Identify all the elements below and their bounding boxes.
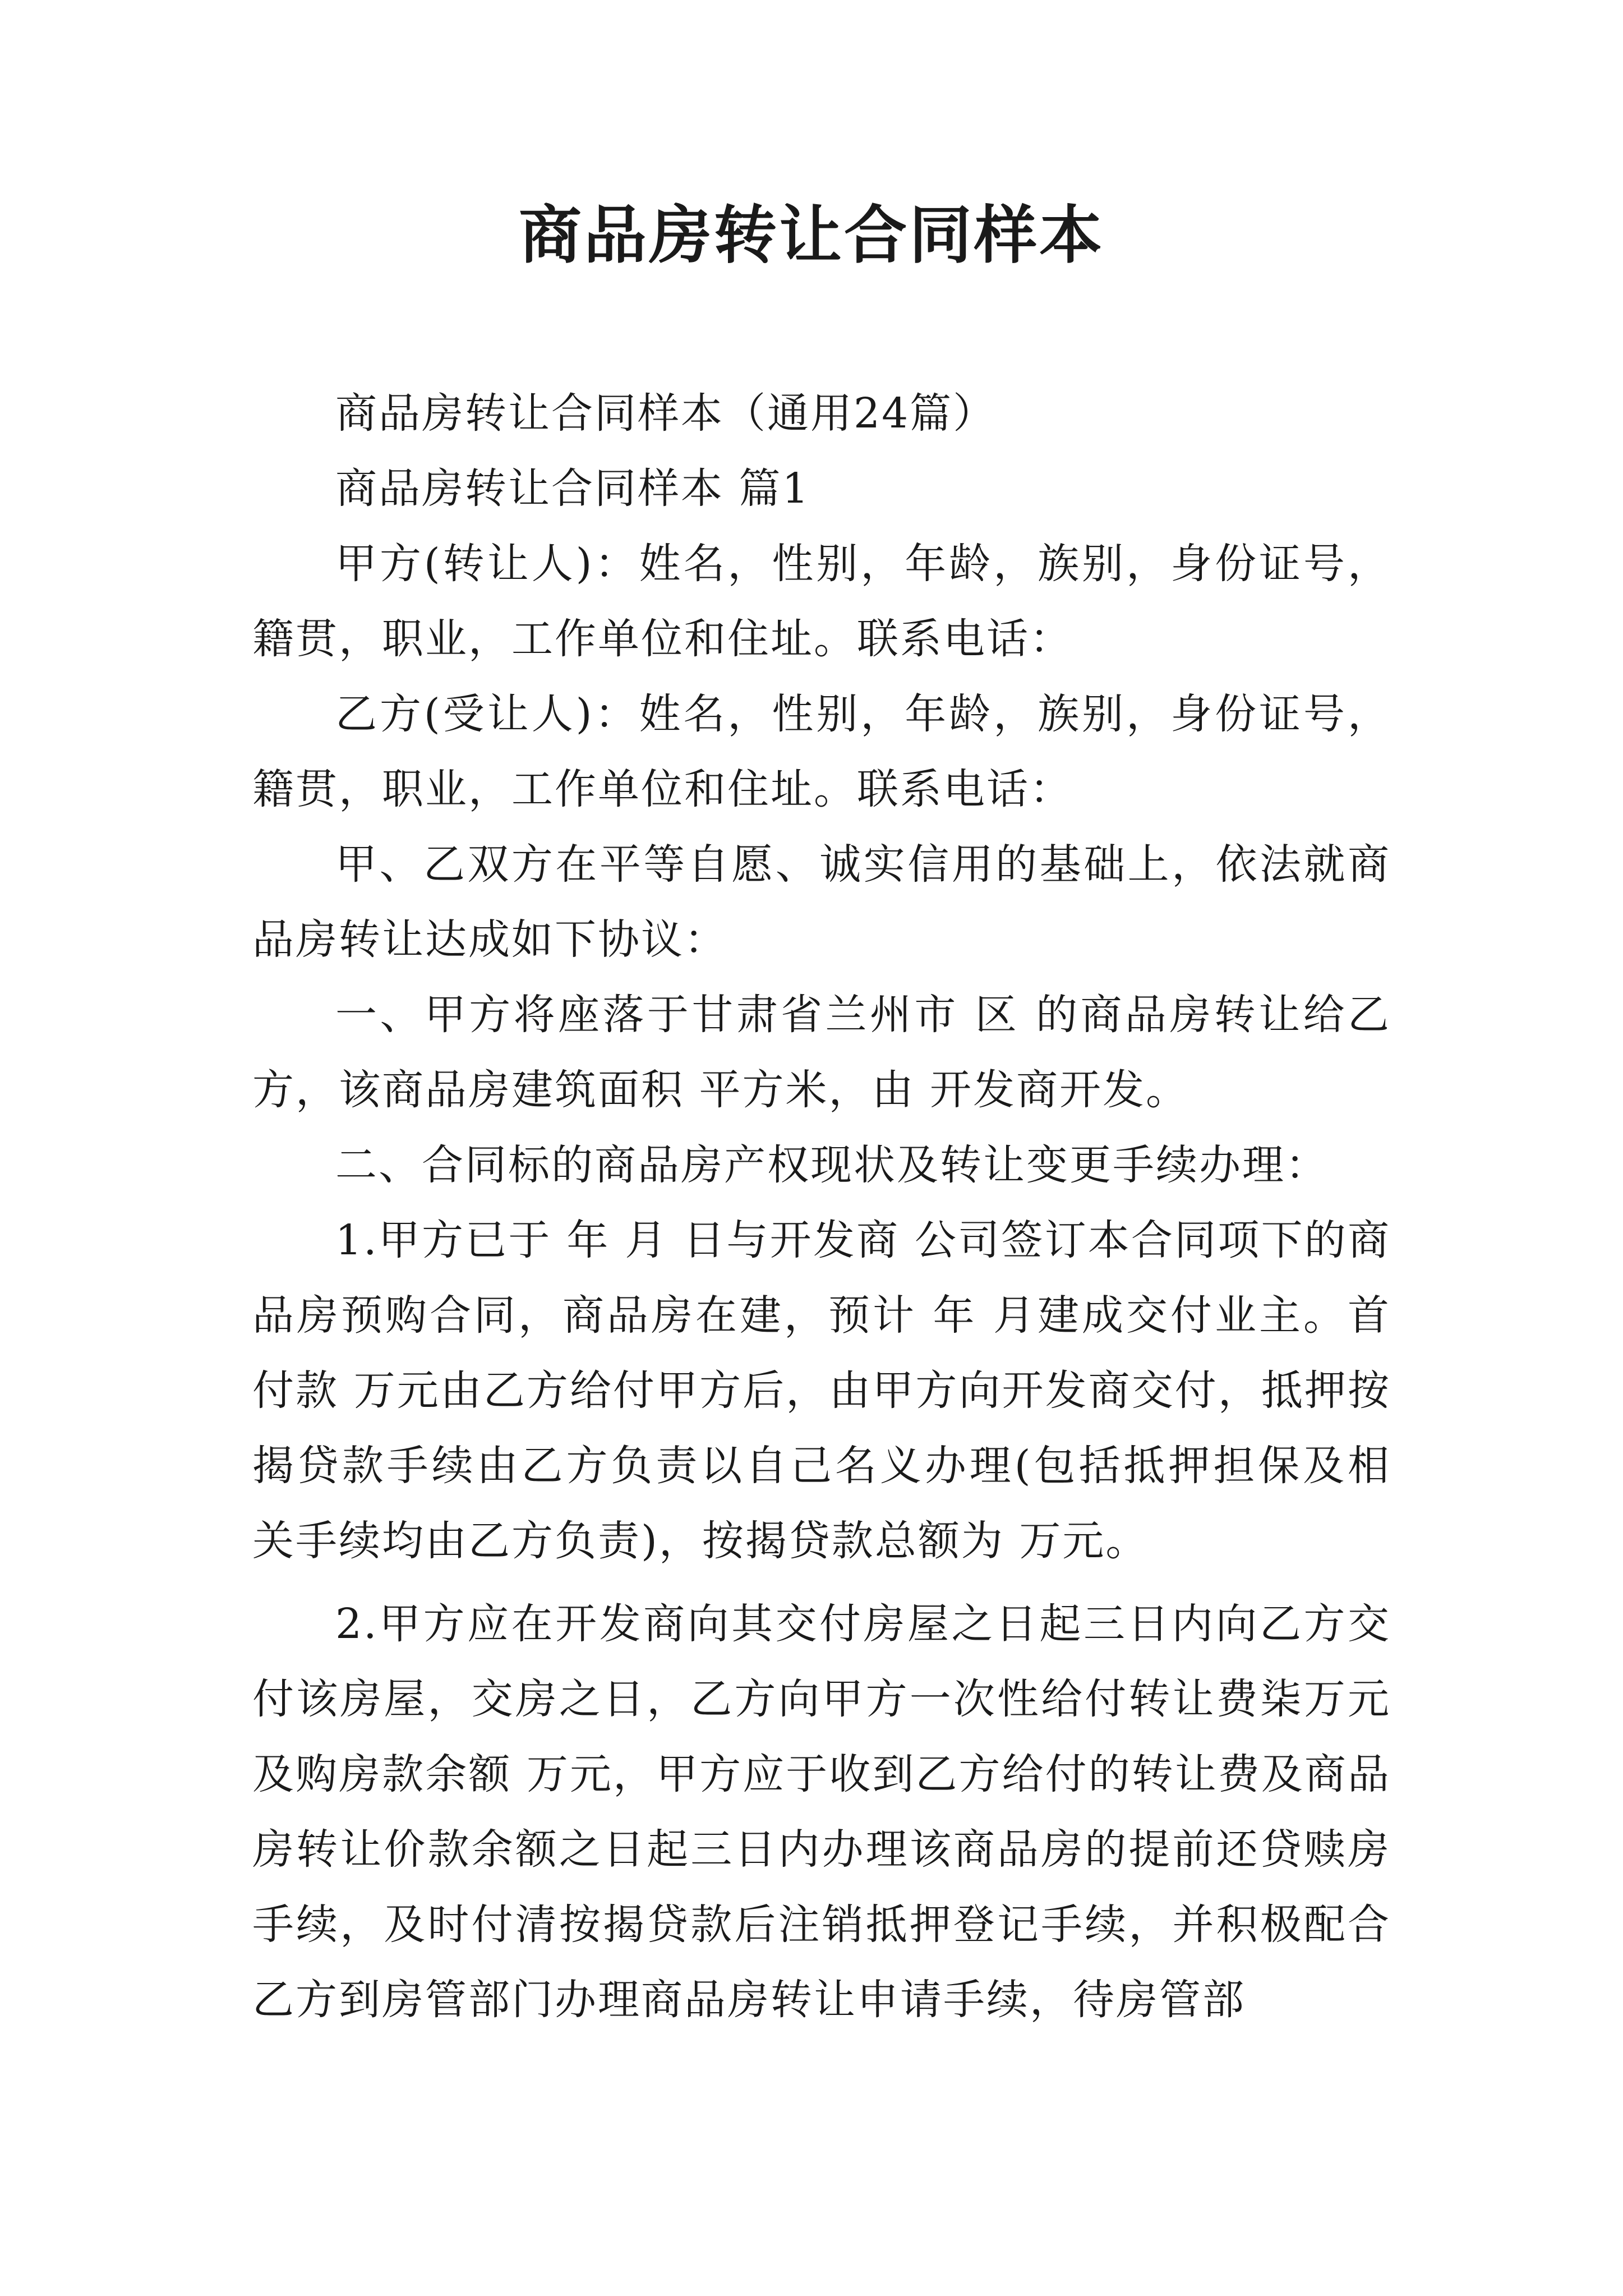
paragraph-subtitle: 商品房转让合同样本（通用24篇）	[335, 389, 997, 438]
document-title: 商品房转让合同样本	[519, 199, 1104, 272]
paragraph-clause-1: 一、甲方将座落于甘肃省兰州市 区 的商品房转让给乙方，该商品房建筑面积 平方米，由 开发商开发。	[252, 991, 1391, 1114]
paragraph-party-a: 甲方(转让人)：姓名，性别，年龄，族别，身份证号，籍贯，职业，工作单位和住址。联系电话：	[252, 540, 1391, 663]
document-body	[252, 376, 1391, 2037]
paragraph-section-heading: 商品房转让合同样本 篇1	[335, 464, 810, 513]
paragraph-item-1: 1.甲方已于 年 月 日与开发商 公司签订本合同项下的商品房预购合同，商品房在建，预计 年 月建成交付业主。首付款 万元由乙方给付甲方后，由甲方向开发商交付，抵押按揭贷款手续由乙方负责以自己名义办理(包括抵押担保及相关手续均由乙方负责)，按揭贷款总额为 万元。	[252, 1216, 1391, 1565]
paragraph-party-b: 乙方(受让人)：姓名，性别，年龄，族别，身份证号，籍贯，职业，工作单位和住址。联系电话：	[252, 690, 1391, 813]
paragraph-agreement-intro: 甲、乙双方在平等自愿、诚实信用的基础上，依法就商品房转让达成如下协议：	[252, 840, 1391, 964]
paragraph-item-2: 2.甲方应在开发商向其交付房屋之日起三日内向乙方交付该房屋，交房之日，乙方向甲方一次性给付转让费柒万元及购房款余额 万元，甲方应于收到乙方给付的转让费及商品房转让价款余额之日起三日内办理该商品房的提前还贷赎房手续，及时付清按揭贷款后注销抵押登记手续，并积极配合乙方到房管部门办理商品房转让申请手续，待房管部	[252, 1600, 1391, 2024]
paragraph-clause-2: 二、合同标的商品房产权现状及转让变更手续办理：	[335, 1141, 1329, 1189]
